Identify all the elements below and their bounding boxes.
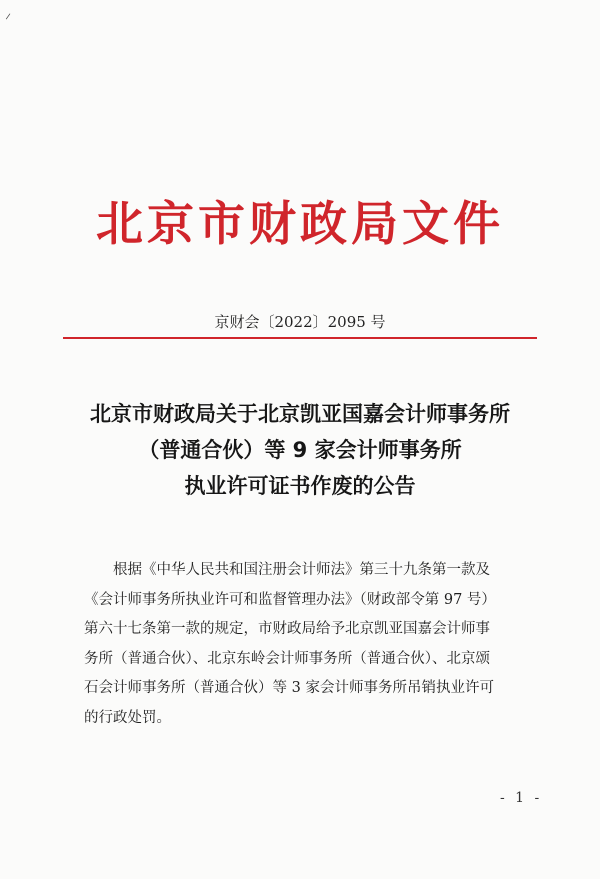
notice-title (30, 396, 570, 504)
corner-mark: ⸝ (2, 5, 13, 23)
document-number: 京财会〔2022〕2095 号 (214, 313, 386, 331)
notice-body (84, 556, 534, 733)
notice-title-line: （普通合伙）等 9 家会计师事务所 (138, 438, 462, 462)
document-header-title: 北京市财政局文件 (96, 197, 504, 252)
body-line: 第六十七条第一款的规定，市财政局给予北京凯亚国嘉会计师事 (84, 621, 490, 637)
body-line: 务所（普通合伙）、北京东岭会计师事务所（普通合伙）、北京颂 (84, 650, 490, 667)
body-line: 的行政处罚。 (84, 709, 171, 726)
body-line: 根据《中华人民共和国注册会计师法》第三十九条第一款及 (113, 562, 490, 578)
header-divider (63, 337, 537, 339)
notice-title-line: 执业许可证书作废的公告 (184, 474, 416, 498)
notice-title-line: 北京市财政局关于北京凯亚国嘉会计师事务所 (90, 402, 510, 426)
body-line: 《会计师事务所执业许可和监督管理办法》（财政部令第 97 号） (84, 591, 496, 608)
body-line: 石会计师事务所（普通合伙）等 3 家会计师事务所吊销执业许可 (84, 680, 494, 696)
page-number: - 1 - (500, 790, 543, 806)
